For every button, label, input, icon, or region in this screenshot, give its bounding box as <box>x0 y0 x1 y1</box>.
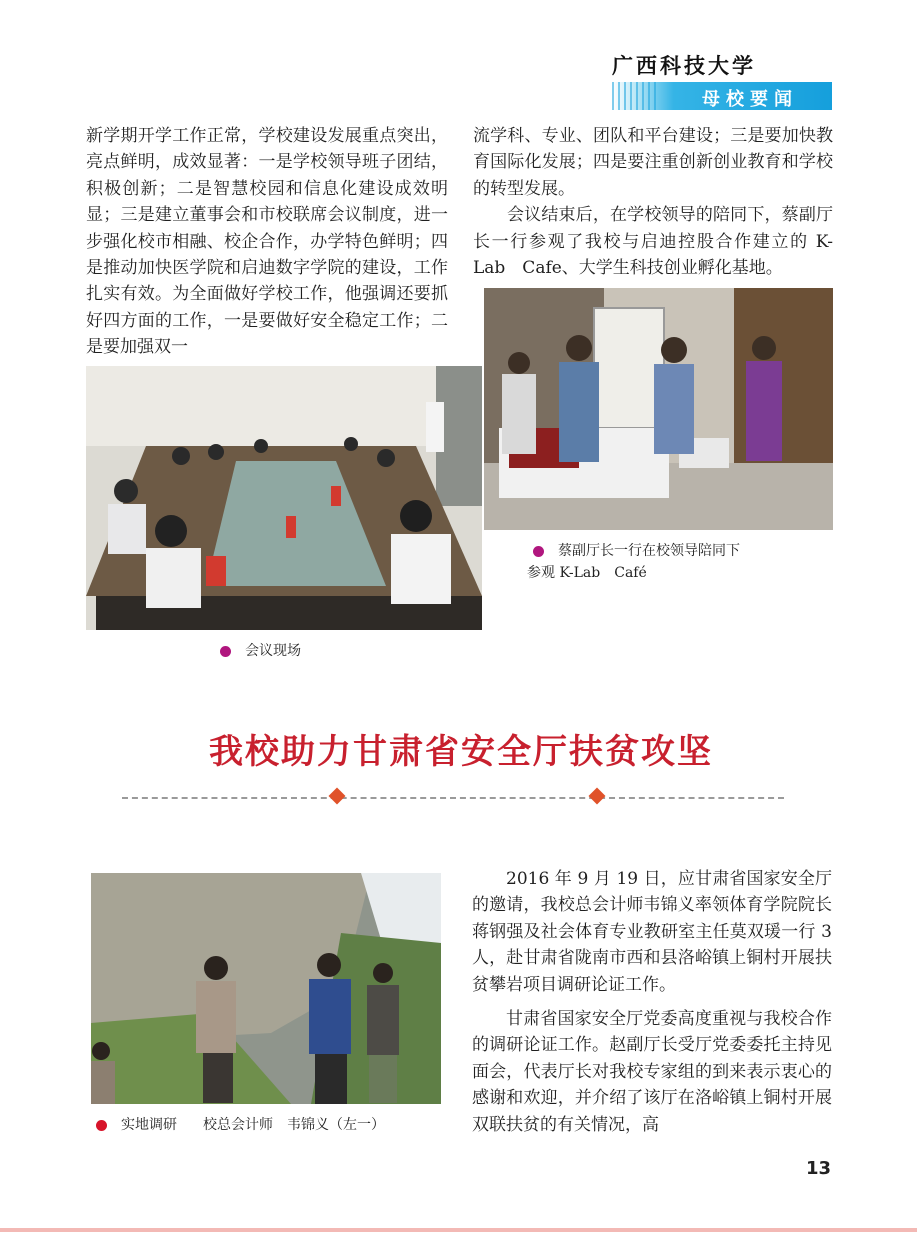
field-caption-part2: 校总会计师 韦锦义（左一） <box>203 1117 385 1133</box>
article-body-column <box>472 866 832 1138</box>
meeting-photo <box>86 366 482 630</box>
top-article-left-text: 新学期开学工作正常，学校建设发展重点突出，亮点鲜明，成效显著：一是学校领导班子团结，积极创新；二是智慧校园和信息化建设成效明显；三是建立董事会和市校联席会议制度，进一步强化校市相融、校企合作，办学特色鲜明；四是推动加快医学院和启迪数字学院的建设，工作扎实有效。为全面做好学校工作，他强调还要抓好四方面的工作，一是要做好安全稳定工作；二是要加强双一 <box>86 126 448 358</box>
top-article-left-column <box>86 123 448 361</box>
top-article-right-text-2: 会议结束后，在学校领导的陪同下，蔡副厅长一行参观了我校与启迪控股合作建立的 K-Lab Cafe、大学生科技创业孵化基地。 <box>473 205 833 279</box>
klab-caption-line1: 蔡副厅长一行在校领导陪同下 <box>558 543 740 559</box>
field-survey-photo <box>91 873 441 1104</box>
klab-caption-line2: 参观 K-Lab Café <box>527 565 647 581</box>
top-article-right-text-1: 流学科、专业、团队和平台建设；三是要加快教育国际化发展；四是要注重创新创业教育和学校的转型发展。 <box>473 126 833 199</box>
caption-bullet-icon <box>533 546 544 557</box>
klab-photo <box>484 288 833 530</box>
meeting-caption <box>220 640 301 662</box>
section-label: 母校要闻 <box>702 89 798 110</box>
klab-caption <box>527 540 833 584</box>
section-banner <box>612 82 832 110</box>
meeting-caption-text: 会议现场 <box>245 643 301 659</box>
article-paragraph-2: 甘肃省国家安全厅党委高度重视与我校合作的调研论证工作。赵副厅长受厅党委委托主持见面会，代表厅长对我校专家组的到来表示衷心的感谢和欢迎，并介绍了该厅在洛峪镇上铜村开展双联扶贫的有关情况，高 <box>472 1009 832 1135</box>
top-article-right-column <box>473 123 833 281</box>
banner-stripes <box>612 82 660 110</box>
diamond-ornament-icon <box>589 788 606 805</box>
caption-bullet-icon <box>96 1120 107 1131</box>
bottom-rule <box>0 1228 917 1232</box>
page-number: 13 <box>806 1158 832 1179</box>
field-caption-part1: 实地调研 <box>121 1117 177 1133</box>
diamond-ornament-icon <box>329 788 346 805</box>
caption-bullet-icon <box>220 646 231 657</box>
title-divider <box>122 797 784 801</box>
article-paragraph-1: 2016 年 9 月 19 日，应甘肃省国家安全厅的邀请，我校总会计师韦锦义率领体育学院院长蒋钢强及社会体育专业教研室主任莫双瑗一行 3 人，赴甘肃省陇南市西和县洛峪镇上铜村开展扶贫攀岩项目调研论证工作。 <box>472 869 832 995</box>
journal-university-name: 广西科技大学 <box>612 54 756 78</box>
field-caption <box>96 1114 446 1136</box>
article-title: 我校助力甘肃省安全厅扶贫攻坚 <box>209 732 713 772</box>
